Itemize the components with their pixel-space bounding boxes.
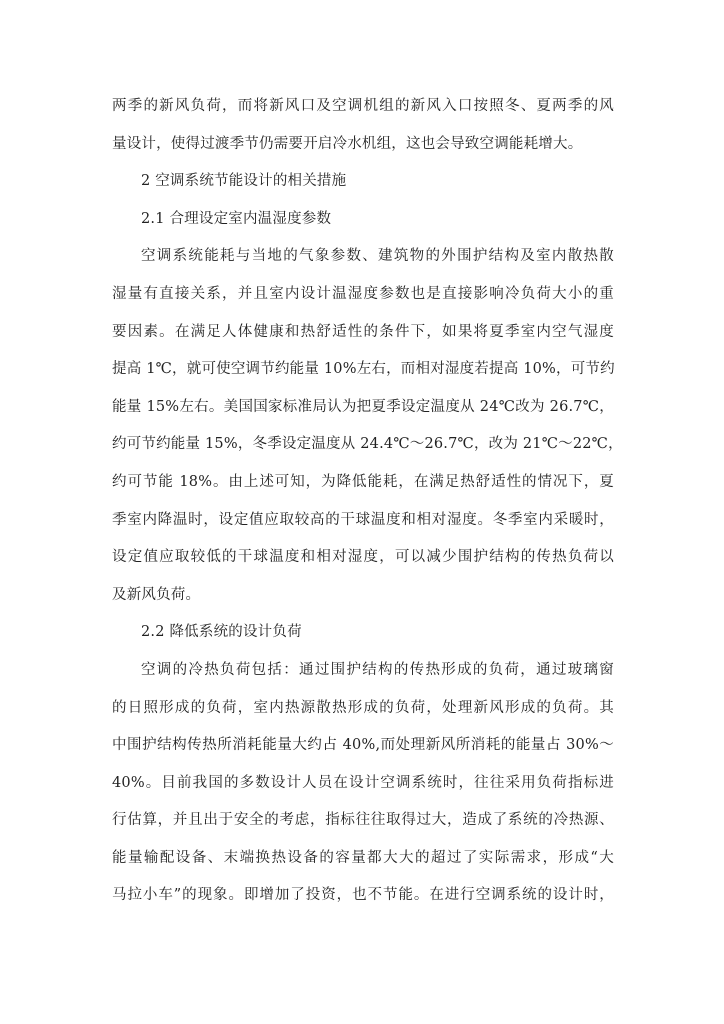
text-line: 设定值应取较低的干球温度和相对湿度，可以减少围护结构的传热负荷以	[112, 549, 614, 566]
text-line: 季室内降温时，设定值应取较高的干球温度和相对湿度。冬季室内采暖时，	[112, 511, 614, 528]
section-heading-2-1: 2.1 合理设定室内温湿度参数	[141, 210, 332, 227]
text-line: 约可节能 18%。由上述可知，为降低能耗，在满足热舒适性的情况下，夏	[112, 473, 614, 490]
text-line: 的日照形成的负荷，室内热源散热形成的负荷，处理新风形成的负荷。其	[112, 699, 614, 716]
paragraph-2-1	[112, 238, 623, 614]
text-line: 中围护结构传热所消耗能量大约占 40%,而处理新风所消耗的能量占 30%～	[112, 737, 614, 754]
text-line: 及新风负荷。	[112, 586, 201, 603]
text-line: 空调系统能耗与当地的气象参数、建筑物的外围护结构及室内散热散	[141, 248, 614, 265]
text-line: 能量输配设备、末端换热设备的容量都大大的超过了实际需求，形成“大	[112, 849, 614, 866]
paragraph-2-2	[112, 652, 614, 915]
text-line: 能量 15%左右。美国国家标准局认为把夏季设定温度从 24℃改为 26.7℃，	[112, 398, 614, 415]
text-line: 行估算，并且出于安全的考虑，指标往往取得过大，造成了系统的冷热源、	[112, 812, 614, 829]
text-line: 空调的冷热负荷包括：通过围护结构的传热形成的负荷，通过玻璃窗	[141, 661, 614, 678]
document-body	[112, 88, 623, 915]
text-line: 约可节约能量 15%，冬季设定温度从 24.4℃～26.7℃，改为 21℃～22℃，	[112, 436, 623, 453]
text-line: 马拉小车”的现象。即增加了投资，也不节能。在进行空调系统的设计时，	[112, 887, 614, 904]
section-heading-2: 2 空调系统节能设计的相关措施	[141, 173, 347, 190]
text-line: 两季的新风负荷，而将新风口及空调机组的新风入口按照冬、夏两季的风	[112, 98, 614, 114]
text-line: 要因素。在满足人体健康和热舒适性的条件下，如果将夏季室内空气湿度	[112, 323, 614, 340]
paragraph-intro	[112, 88, 614, 163]
text-line: 40%。目前我国的多数设计人员在设计空调系统时，往往采用负荷指标进	[112, 774, 614, 791]
text-line: 提高 1℃，就可使空调节约能量 10%左右，而相对湿度若提高 10%，可节约	[112, 361, 615, 378]
text-line: 湿量有直接关系，并且室内设计温湿度参数也是直接影响冷负荷大小的重	[112, 285, 614, 302]
section-heading-2-2: 2.2 降低系统的设计负荷	[141, 624, 302, 641]
text-line: 量设计，使得过渡季节仍需要开启冷水机组，这也会导致空调能耗增大。	[112, 135, 583, 152]
